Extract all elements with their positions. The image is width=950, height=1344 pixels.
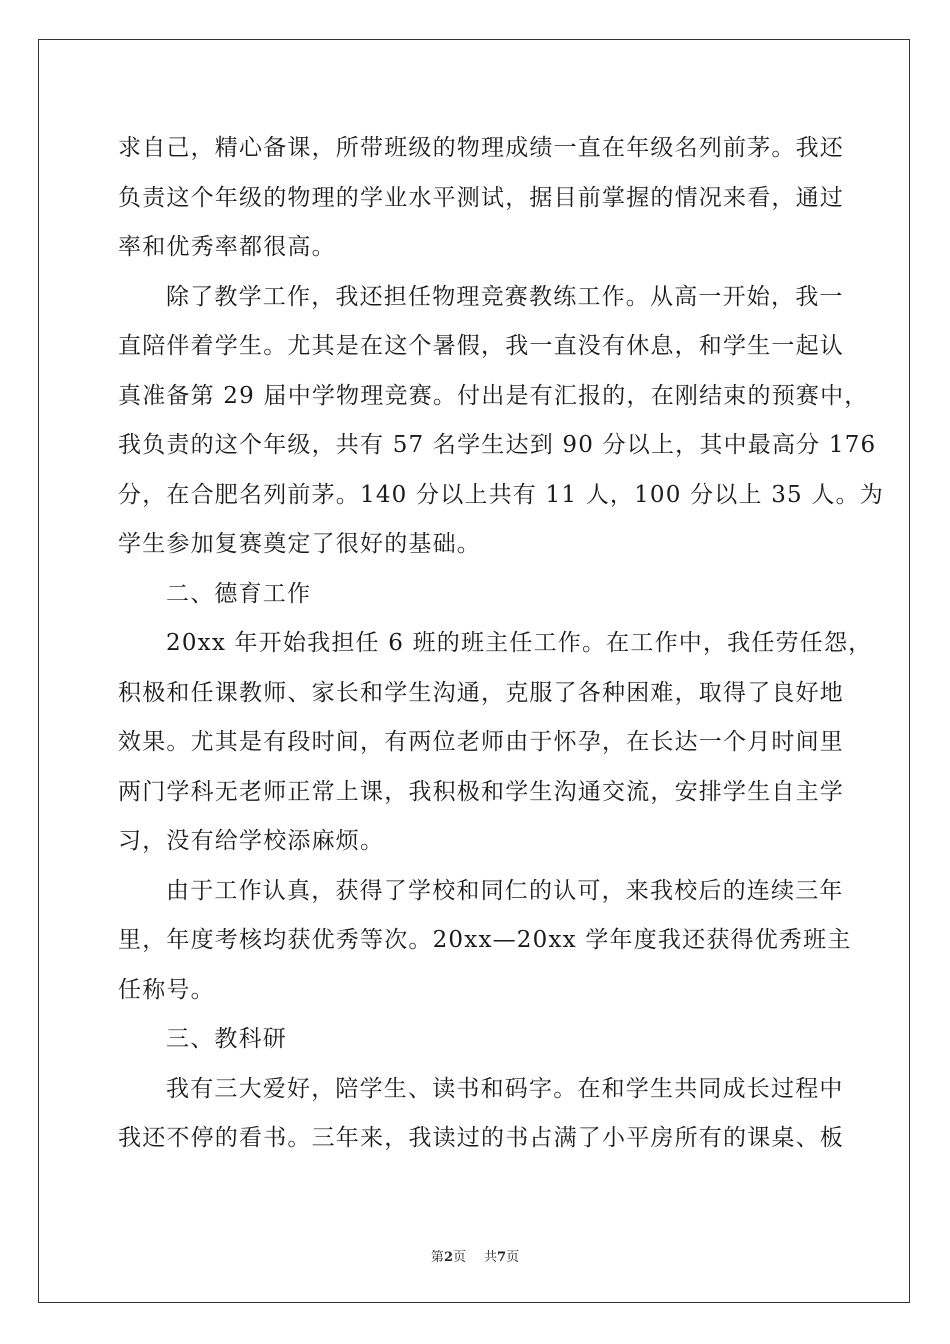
total-prefix: 共 — [484, 1250, 498, 1265]
section-heading: 三、教科研 — [166, 1026, 287, 1052]
text-line: 积极和任课教师、家长和学生沟通，克服了各种困难，取得了良好地 — [118, 679, 844, 706]
paragraph-start: 20xx 年开始我担任 6 班的班主任工作。在工作中，我任劳任怨， — [166, 630, 873, 656]
page-suffix: 页 — [452, 1250, 466, 1265]
text-line: 求自己，精心备课，所带班级的物理成绩一直在年级名列前茅。我还 — [118, 135, 844, 161]
text-line: 效果。尤其是有段时间，有两位老师由于怀孕，在长达一个月时间里 — [118, 729, 844, 755]
paragraph-start: 我有三大爱好，陪学生、读书和码字。在和学生共同成长过程中 — [166, 1075, 844, 1102]
text-line: 我负责的这个年级，共有 57 名学生达到 90 分以上，其中最高分 176 — [118, 432, 877, 458]
text-line: 学生参加复赛奠定了很好的基础。 — [118, 531, 481, 557]
text-line: 我还不停的看书。三年来，我读过的书占满了小平房所有的课桌、板 — [118, 1125, 844, 1151]
section-heading: 二、德育工作 — [166, 580, 312, 607]
total-pages: 7 — [497, 1250, 507, 1265]
text-line: 里，年度考核均获优秀等次。20xx—20xx 学年度我还获得优秀班主 — [118, 927, 852, 953]
text-line: 真准备第 29 届中学物理竞赛。付出是有汇报的，在刚结束的预赛中， — [118, 382, 869, 409]
page-number: 2 — [443, 1250, 453, 1265]
text-line: 率和优秀率都很高。 — [118, 234, 336, 260]
document-body — [118, 124, 884, 1164]
paragraph-start: 除了教学工作，我还担任物理竞赛教练工作。从高一开始，我一 — [166, 283, 844, 310]
paragraph-start: 由于工作认真，获得了学校和同仁的认可，来我校后的连续三年 — [166, 877, 844, 904]
text-line: 直陪伴着学生。尤其是在这个暑假，我一直没有休息，和学生一起认 — [118, 333, 844, 359]
text-line: 负责这个年级的物理的学业水平测试，据目前掌握的情况来看，通过 — [118, 184, 844, 211]
page-footer — [0, 1246, 950, 1265]
total-suffix: 页 — [506, 1250, 520, 1265]
text-line: 任称号。 — [118, 976, 215, 1003]
text-line: 分，在合肥名列前茅。140 分以上共有 11 人，100 分以上 35 人。为 — [118, 481, 884, 508]
text-line: 两门学科无老师正常上课，我积极和学生沟通交流，安排学生自主学 — [118, 778, 844, 805]
text-line: 习，没有给学校添麻烦。 — [118, 828, 385, 854]
page-prefix: 第 — [430, 1250, 444, 1265]
